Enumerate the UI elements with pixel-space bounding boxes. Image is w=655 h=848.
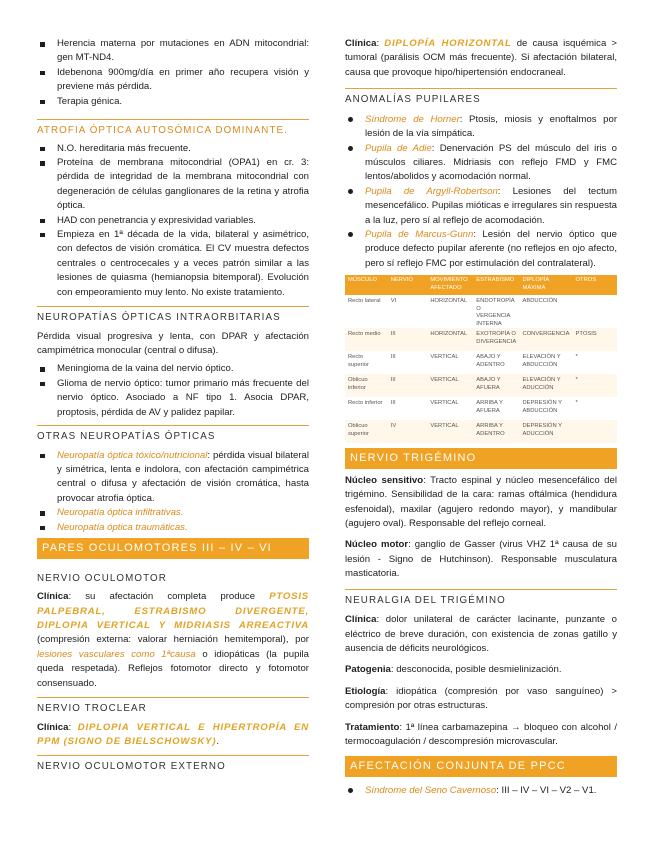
list-item (345, 113, 617, 142)
paragraph-text: : (68, 721, 78, 733)
term: Pupila de Adie (365, 142, 432, 154)
muscle-table (345, 275, 617, 443)
list-item: Terapia génica. (37, 95, 309, 109)
term-text: : pérdida visual bilateral y simétrica, lenta e indolora, con afectación campimétrica central o difusa y afectación de visión cromática, hasta provocar atrofia óptica. (57, 449, 310, 504)
list-item: N.O. hereditaria más frecuente. (37, 142, 309, 156)
section-heading-oculomotor-externo: NERVIO OCULOMOTOR EXTERNO (37, 755, 309, 775)
paragraph-text: : su afectación completa produce (68, 591, 270, 603)
section-heading-troclear: NERVIO TROCLEAR (37, 697, 309, 717)
table-cell: CONVERGENCIA (519, 328, 572, 351)
section-heading-anomalias: ANOMALÍAS PUPILARES (345, 88, 617, 108)
table-cell: * (573, 397, 617, 420)
term: Pupila de Argyll-Robertson (365, 185, 498, 197)
list-item (345, 228, 617, 271)
paragraph-text: : ganglio de Gasser (virus VHZ 1ª causa de su lesión - Signo de Hutchinson). Responsable musculatura masticatoria. (345, 539, 617, 580)
paragraph-text: . (216, 736, 220, 747)
term: Síndrome del Seno Cavernoso (365, 784, 497, 796)
table-cell: Oblicuo inferior (345, 374, 388, 397)
table-row (345, 351, 617, 374)
paragraph-text: : idiopática (compresión por vaso sanguíneo) > compresión por otras estructuras. (345, 685, 617, 712)
list-item (345, 142, 617, 185)
table-row (345, 420, 617, 443)
highlight-italic: lesiones vasculares como 1ªcausa (37, 648, 196, 660)
troclear-paragraph (37, 721, 309, 750)
neuralgia-clinica-paragraph (345, 613, 617, 656)
table-cell: ELEVACIÓN Y ABDUCCIÓN (519, 351, 572, 374)
term: Pupila de Marcus-Gunn (365, 228, 474, 240)
table-cell: VERTICAL (427, 397, 473, 420)
list-item: Herencia materna por mutaciones en ADN mitocondrial: gen MT-ND4. (37, 37, 309, 66)
paragraph-text: : 1ª línea carbamazepina → bloqueo con alcohol / termocoagulación / descompresión microvascular. (345, 721, 617, 747)
table-cell: IV (388, 420, 428, 443)
section-heading-intraorbitarias: NEUROPATÍAS ÓPTICAS INTRAORBITARIAS (37, 306, 309, 326)
anomalias-bullet-list (345, 113, 617, 271)
table-header: MOVIMIENTO AFECTADO (427, 275, 473, 295)
clinica-horizontal-paragraph (345, 37, 617, 80)
band-afectacion-ppcc: AFECTACIÓN CONJUNTA DE PPCC (345, 756, 617, 777)
table-cell (573, 420, 617, 443)
table-header: ESTRABISMO (473, 275, 519, 295)
table-cell: III (388, 397, 428, 420)
list-item: HAD con penetrancia y expresividad variables. (37, 214, 309, 228)
term-text: : Denervación PS del músculo del iris o músculos ciliares. Midriasis con reflejo FMD y FMC lentos/abolidos y acomodación normal. (365, 142, 617, 183)
lead-label: Patogenia (345, 664, 391, 676)
table-cell: Recto lateral (345, 295, 388, 328)
ppcc-bullet-list (345, 784, 617, 798)
band-pares-oculomotores: PARES OCULOMOTORES III – IV – VI (37, 538, 309, 559)
paragraph-text: o idiopáticas (la pupila queda respetada). Reflejos fotomotor directo y fotomotor consensuado. (37, 648, 309, 689)
table-cell: III (388, 351, 428, 374)
lead-label: Clínica (37, 721, 69, 733)
term: Neuropatía óptica infiltrativas. (57, 507, 184, 519)
highlight-caps: DIPLOPIA VERTICAL E HIPERTROPÍA EN PPM (SIGNO DE BIELSCHOWSKY) (37, 721, 309, 747)
table-cell: ABAJO Y ADENTRO (473, 351, 519, 374)
table-cell: VERTICAL (427, 351, 473, 374)
term-text: : Ptosis, miosis y enoftalmos por lesión de la vía simpática. (365, 113, 618, 140)
lead-label: Núcleo motor (345, 539, 409, 551)
list-item: Empieza en 1ª década de la vida, bilateral y asimétrico, con defectos de visión cromática. El CV muestra defectos centrales o centrocecales y a veces patrón similar a las lesiones de quiasma (hemianopsia bitemporal). Evolución con empeoramiento muy lento. No existe tratamiento. (37, 228, 309, 300)
table-row (345, 328, 617, 351)
lead-label: Tratamiento (345, 721, 400, 733)
table-cell: ELEVACIÓN Y ADUCCIÓN (519, 374, 572, 397)
neuralgia-tratamiento-paragraph (345, 721, 617, 750)
right-column (345, 0, 617, 798)
paragraph-text: : (376, 38, 385, 49)
top-bullet-list (37, 37, 309, 109)
intraorbitarias-paragraph: Pérdida visual progresiva y lenta, con DPAR y afectación campimétrica monocular (central o difusa). (37, 330, 309, 357)
table-cell: VI (388, 295, 428, 328)
table-header: DIPLOPÍA MÁXIMA (519, 275, 572, 295)
table-cell: PTOSIS (573, 328, 617, 351)
paragraph-text: de causa isquémica > tumoral (parálisis OCM más frecuente). Si afectación bilateral, causa que provoque hipo/hipertensión endocraneal. (345, 38, 617, 78)
nucleo-sensitivo-paragraph (345, 474, 617, 532)
table-cell: Oblicuo superior (345, 420, 388, 443)
term-text: : Lesiones del tectum mesencefálico. Pupilas mióticas e irregulares sin respuesta a la luz, pero sí al reflejo de acomodación. (365, 185, 617, 226)
list-item (37, 506, 309, 520)
table-cell: * (573, 374, 617, 397)
oculomotor-paragraph (37, 590, 309, 691)
table-cell: HORIZONTAL (427, 328, 473, 351)
table-cell: ABAJO Y AFUERA (473, 374, 519, 397)
table-cell: DEPRESIÓN Y ABDUCCIÓN (519, 397, 572, 420)
table-header-row (345, 275, 617, 295)
highlight-caps: PTOSIS PALPEBRAL, ESTRABISMO DIVERGENTE, DIPLOPIA VERTICAL Y MIDRIASIS ARREACTIVA (37, 591, 309, 631)
paragraph-text: : dolor unilateral de carácter lacinante, punzante o eléctrico de breve duración, con existencia de zonas gatillo y ausencia de déficits neurológicos. (345, 614, 617, 654)
intraorbitarias-bullet-list (37, 362, 309, 420)
section-heading-neuralgia: NEURALGIA DEL TRIGÉMINO (345, 589, 617, 609)
neuralgia-patogenia-paragraph (345, 663, 617, 677)
list-item (345, 784, 617, 798)
lead-label: Núcleo sensitivo (345, 474, 424, 486)
lead-label: Clínica (37, 591, 69, 603)
table-cell: * (573, 351, 617, 374)
table-cell: Recto superior (345, 351, 388, 374)
table-cell: III (388, 374, 428, 397)
table-cell: Recto inferior (345, 397, 388, 420)
lead-label: Etiología (345, 685, 386, 697)
section-heading-atrofia: ATROFIA ÓPTICA AUTOSÓMICA DOMINANTE. (37, 119, 309, 139)
band-nervio-trigemino: NERVIO TRIGÉMINO (345, 448, 617, 469)
section-heading-otras: OTRAS NEUROPATÍAS ÓPTICAS (37, 425, 309, 445)
table-cell: HORIZONTAL (427, 295, 473, 328)
list-item: Glioma de nervio óptico: tumor primario más frecuente del nervio óptico. Asociado a NF tipo 1. Asocia DPAR, proptosis, pérdida de AV y palidez papilar. (37, 377, 309, 420)
left-column (37, 0, 309, 775)
nucleo-motor-paragraph (345, 538, 617, 581)
table-cell: III (388, 328, 428, 351)
highlight-caps: DIPLOPÍA HORIZONTAL (384, 38, 512, 49)
table-header: OTROS (573, 275, 617, 295)
term-text: : III – IV – VI – V2 – V1. (496, 784, 597, 796)
term-text: : Lesión del nervio óptico que produce defecto pupilar aferente (no reflejos en ojo afecto, pero sí reflejo FMC por estimulación del contralateral). (365, 228, 617, 269)
table-cell: ARRIBA Y ADENTRO (473, 420, 519, 443)
paragraph-text: : Tracto espinal y núcleo mesencefálico del trigémino. Sensibilidad de la cara: ramas oftálmica (hendidura esfenoidal), maxilar (agujero redondo mayor), y mandibular (agujero oval). Responsable del reflejo corneal. (345, 474, 617, 529)
table-row (345, 374, 617, 397)
table-cell: DEPRESIÓN Y ADUCCIÓN (519, 420, 572, 443)
otras-bullet-list (37, 449, 309, 535)
table-cell: EXOTROPÍA O DIVERGENCIA (473, 328, 519, 351)
paragraph-text: : desconocida, posible desmielinización. (390, 664, 562, 676)
section-heading-oculomotor: NERVIO OCULOMOTOR (37, 572, 167, 584)
table-cell (573, 295, 617, 328)
list-item (37, 521, 309, 535)
list-item (345, 185, 617, 228)
table-cell: VERTICAL (427, 374, 473, 397)
table-row (345, 295, 617, 328)
list-item: Idebenona 900mg/día en primer año recupera visión y previene más pérdida. (37, 66, 309, 95)
table-header: NERVIO (388, 275, 428, 295)
paragraph-text: (compresión externa: valorar herniación hemitemporal), por (37, 634, 309, 646)
table-cell: ENDOTROPÍA O VERGENCIA INTERNA (473, 295, 519, 328)
term: Neuropatía óptica traumáticas. (57, 521, 188, 533)
lead-label: Clínica (345, 614, 377, 626)
term: Neuropatía óptica tóxico/nutricional (57, 449, 208, 461)
list-item: Proteína de membrana mitocondrial (OPA1) en cr. 3: pérdida de integridad de la membrana mitocondrial con degeneración de células ganglionares de la retina y atrofia óptica. (37, 156, 309, 214)
table-row (345, 397, 617, 420)
lead-label: Clínica (345, 38, 377, 49)
neuralgia-etiologia-paragraph (345, 685, 617, 714)
term: Síndrome de Horner (365, 113, 460, 125)
list-item (37, 449, 309, 507)
table-cell: ARRIBA Y AFUERA (473, 397, 519, 420)
atrofia-bullet-list (37, 142, 309, 300)
table-cell: ABDUCCIÓN (519, 295, 572, 328)
table-header: MÚSCULO (345, 275, 388, 295)
table-cell: Recto medio (345, 328, 388, 351)
list-item: Meningioma de la vaina del nervio óptico. (37, 362, 309, 376)
table-cell: VERTICAL (427, 420, 473, 443)
